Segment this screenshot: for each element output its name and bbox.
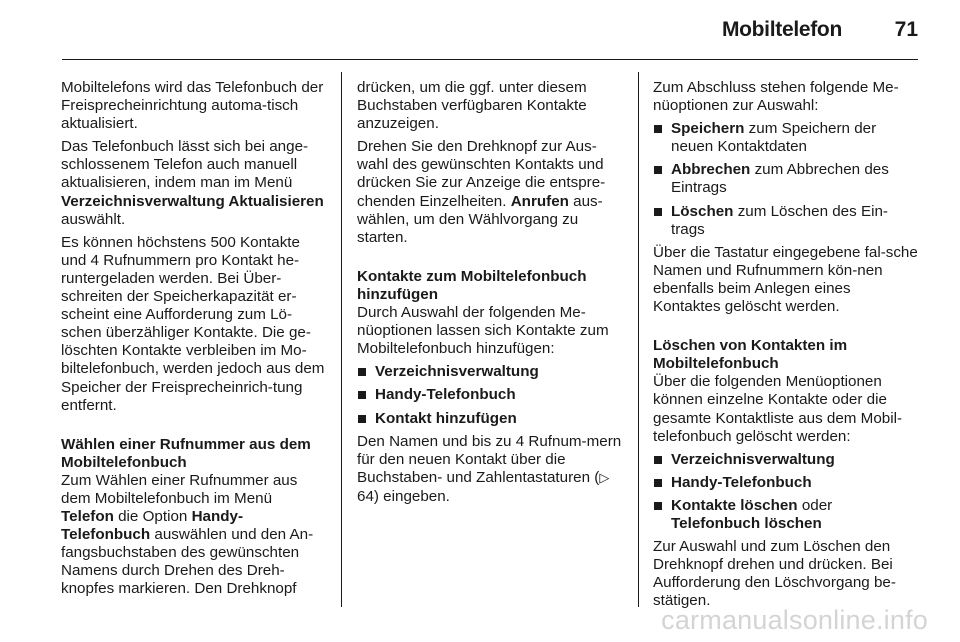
paragraph: Es können höchstens 500 Kontakte und 4 Rufnummern pro Kontakt he-runtergeladen werden. Bei Über-schreiten der Speicherkapazität er-scheint eine Aufforderung zum Lö-schen überzähliger Kontakte. Die ge-löschten Kontakte verbleiben im Mo-biltelefonbuch, werden jedoch aus dem Speicher der Freisprecheinrich-tung entfernt.: [61, 233, 325, 414]
column-3: [653, 79, 921, 615]
paragraph: drücken, um die ggf. unter diesem Buchstaben verfügbaren Kontakte anzuzeigen.: [357, 79, 587, 133]
page-title: Mobiltelefon: [721, 18, 842, 41]
bullet-square-icon: [358, 391, 366, 399]
column-1: [61, 79, 329, 604]
column-divider-1: [341, 72, 342, 607]
list-item: Verzeichnisverwaltung: [653, 451, 921, 469]
list-item: Abbrechen zum Abbrechen des Eintrags: [653, 161, 921, 197]
bullet-square-icon: [654, 479, 662, 487]
bullet-square-icon: [654, 166, 662, 174]
paragraph: Das Telefonbuch lässt sich bei ange-schlossenem Telefon auch manuell aktualisieren, indem man im Menü Verzeichnisverwaltung Aktualisieren auswählt.: [61, 138, 324, 228]
paragraph: Über die folgenden Menüoptionen können einzelne Kontakte oder die gesamte Kontaktliste aus dem Mobil-telefonbuch gelöscht werden:: [653, 373, 903, 445]
list-item: Speichern zum Speichern der neuen Kontaktdaten: [653, 120, 921, 156]
page-number: 71: [894, 18, 918, 41]
menu-item: Telefon: [61, 508, 114, 526]
paragraph: Mobiltelefons wird das Telefonbuch der Freisprecheinrichtung automa-tisch aktualisiert.: [61, 79, 324, 133]
paragraph: Über die Tastatur eingegebene fal-sche Namen und Rufnummern kön-nen ebenfalls beim Anlegen eines Kontaktes gelöscht werden.: [653, 243, 918, 316]
list-item: Handy-Telefonbuch: [357, 386, 625, 404]
menu-item: Anrufen: [510, 192, 569, 210]
page-header: [0, 0, 960, 62]
bullet-square-icon: [358, 368, 366, 376]
column-2: [357, 79, 625, 511]
section-heading: Kontakte zum Mobiltelefonbuch hinzufügen: [357, 267, 587, 303]
menu-item: Handy-Telefonbuch: [61, 508, 244, 544]
watermark: carmanualsonline.info: [661, 605, 928, 635]
list-item: Kontakt hinzufügen: [357, 410, 625, 428]
paragraph: Den Namen und bis zu 4 Rufnum-mern für den neuen Kontakt über die Buchstaben- und Zahlentastaturen (▷ 64) eingeben.: [357, 432, 622, 505]
bullet-square-icon: [654, 456, 662, 464]
bullet-square-icon: [654, 125, 662, 133]
header-divider: [62, 59, 918, 60]
bullet-square-icon: [654, 502, 662, 510]
paragraph: Zum Abschluss stehen folgende Me-nüoptionen zur Auswahl:: [653, 79, 899, 115]
list-item: Handy-Telefonbuch: [653, 474, 921, 492]
list-item: Kontakte löschen oder Telefonbuch löschen: [653, 497, 921, 533]
paragraph: Drehen Sie den Drehknopf zur Aus-wahl des gewünschten Kontakts und drücken Sie zur Anzeige die entspre-chenden Einzelheiten. Anrufen aus-wählen, um den Wählvorgang zu starten.: [357, 138, 606, 246]
column-divider-2: [638, 72, 639, 607]
bullet-square-icon: [654, 208, 662, 216]
list-item: Verzeichnisverwaltung: [357, 363, 625, 381]
section-heading: Wählen einer Rufnummer aus dem Mobiltelefonbuch: [61, 435, 311, 471]
page-reference-arrow-icon: ▷: [599, 470, 610, 486]
paragraph: Durch Auswahl der folgenden Me-nüoptionen lassen sich Kontakte zum Mobiltelefonbuch hinzufügen:: [357, 304, 609, 358]
bullet-square-icon: [358, 415, 366, 423]
menu-path: Verzeichnisverwaltung Aktualisieren: [61, 192, 324, 210]
section-heading: Löschen von Kontakten im Mobiltelefonbuch: [653, 337, 848, 373]
paragraph: Zum Wählen einer Rufnummer aus dem Mobiltelefonbuch im Menü Telefon die Option Handy-Telefonbuch auswählen und den An-fangsbuchstaben des gewünschten Namens durch Drehen des Dreh-knopfes markieren. Den Drehknopf: [61, 471, 314, 598]
list-item: Löschen zum Löschen des Ein-trags: [653, 203, 921, 239]
paragraph: Zur Auswahl und zum Löschen den Drehknopf drehen und drücken. Bei Aufforderung den Löschvorgang be-stätigen.: [653, 538, 896, 610]
